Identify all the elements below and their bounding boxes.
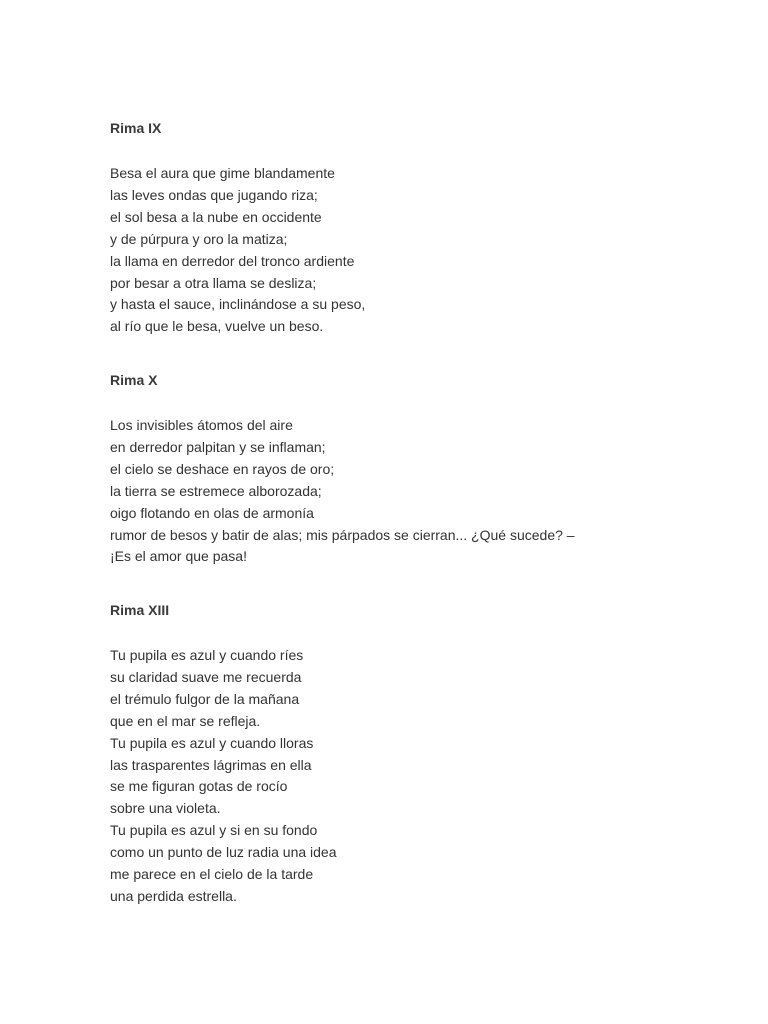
poem-line: me parece en el cielo de la tarde	[110, 866, 314, 883]
poem-line: las trasparentes lágrimas en ella	[110, 756, 312, 773]
poem-line: su claridad suave me recuerda	[110, 668, 302, 685]
poem-line: el sol besa a la nube en occidente	[110, 208, 322, 225]
poem-line: se me figuran gotas de rocío	[110, 778, 288, 795]
poem-line: al río que le besa, vuelve un beso.	[110, 318, 324, 335]
poem-title: Rima IX	[110, 120, 162, 136]
poem-title: Rima XIII	[110, 602, 170, 618]
poem-line: el cielo se deshace en rayos de oro;	[110, 460, 335, 477]
poem-stanza	[110, 163, 730, 338]
poem-line: Tu pupila es azul y cuando ríes	[110, 647, 304, 663]
poem-line: en derredor palpitan y se inflaman;	[110, 438, 326, 455]
poem-line: Tu pupila es azul y si en su fondo	[110, 822, 318, 839]
poem-line: Tu pupila es azul y cuando lloras	[110, 734, 314, 751]
poem-line: el trémulo fulgor de la mañana	[110, 690, 300, 707]
poem-rima-ix	[110, 119, 730, 338]
poem-line: la llama en derredor del tronco ardiente	[110, 252, 355, 269]
poem-title: Rima X	[110, 372, 158, 388]
poem-line: y de púrpura y oro la matiza;	[110, 230, 288, 247]
poem-line: la tierra se estremece alborozada;	[110, 482, 322, 499]
poem-line: Besa el aura que gime blandamente	[110, 165, 335, 181]
poem-rima-xiii	[110, 601, 730, 908]
poem-line: rumor de besos y batir de alas; mis párpados se cierran... ¿Qué sucede? –	[110, 526, 575, 543]
poem-rima-x	[110, 371, 730, 568]
poem-line: y hasta el sauce, inclinándose a su peso,	[110, 296, 366, 313]
poem-stanza	[110, 645, 730, 908]
poem-line: Los invisibles átomos del aire	[110, 417, 293, 433]
poem-line: ¡Es el amor que pasa!	[110, 548, 247, 565]
poem-stanza	[110, 415, 730, 568]
poem-line: una perdida estrella.	[110, 887, 237, 904]
poem-line: sobre una violeta.	[110, 800, 221, 817]
poem-line: oigo flotando en olas de armonía	[110, 504, 314, 521]
poem-line: las leves ondas que jugando riza;	[110, 186, 318, 203]
poem-line: por besar a otra llama se desliza;	[110, 274, 317, 291]
poem-line: que en el mar se refleja.	[110, 712, 261, 729]
poem-line: como un punto de luz radia una idea	[110, 844, 337, 861]
